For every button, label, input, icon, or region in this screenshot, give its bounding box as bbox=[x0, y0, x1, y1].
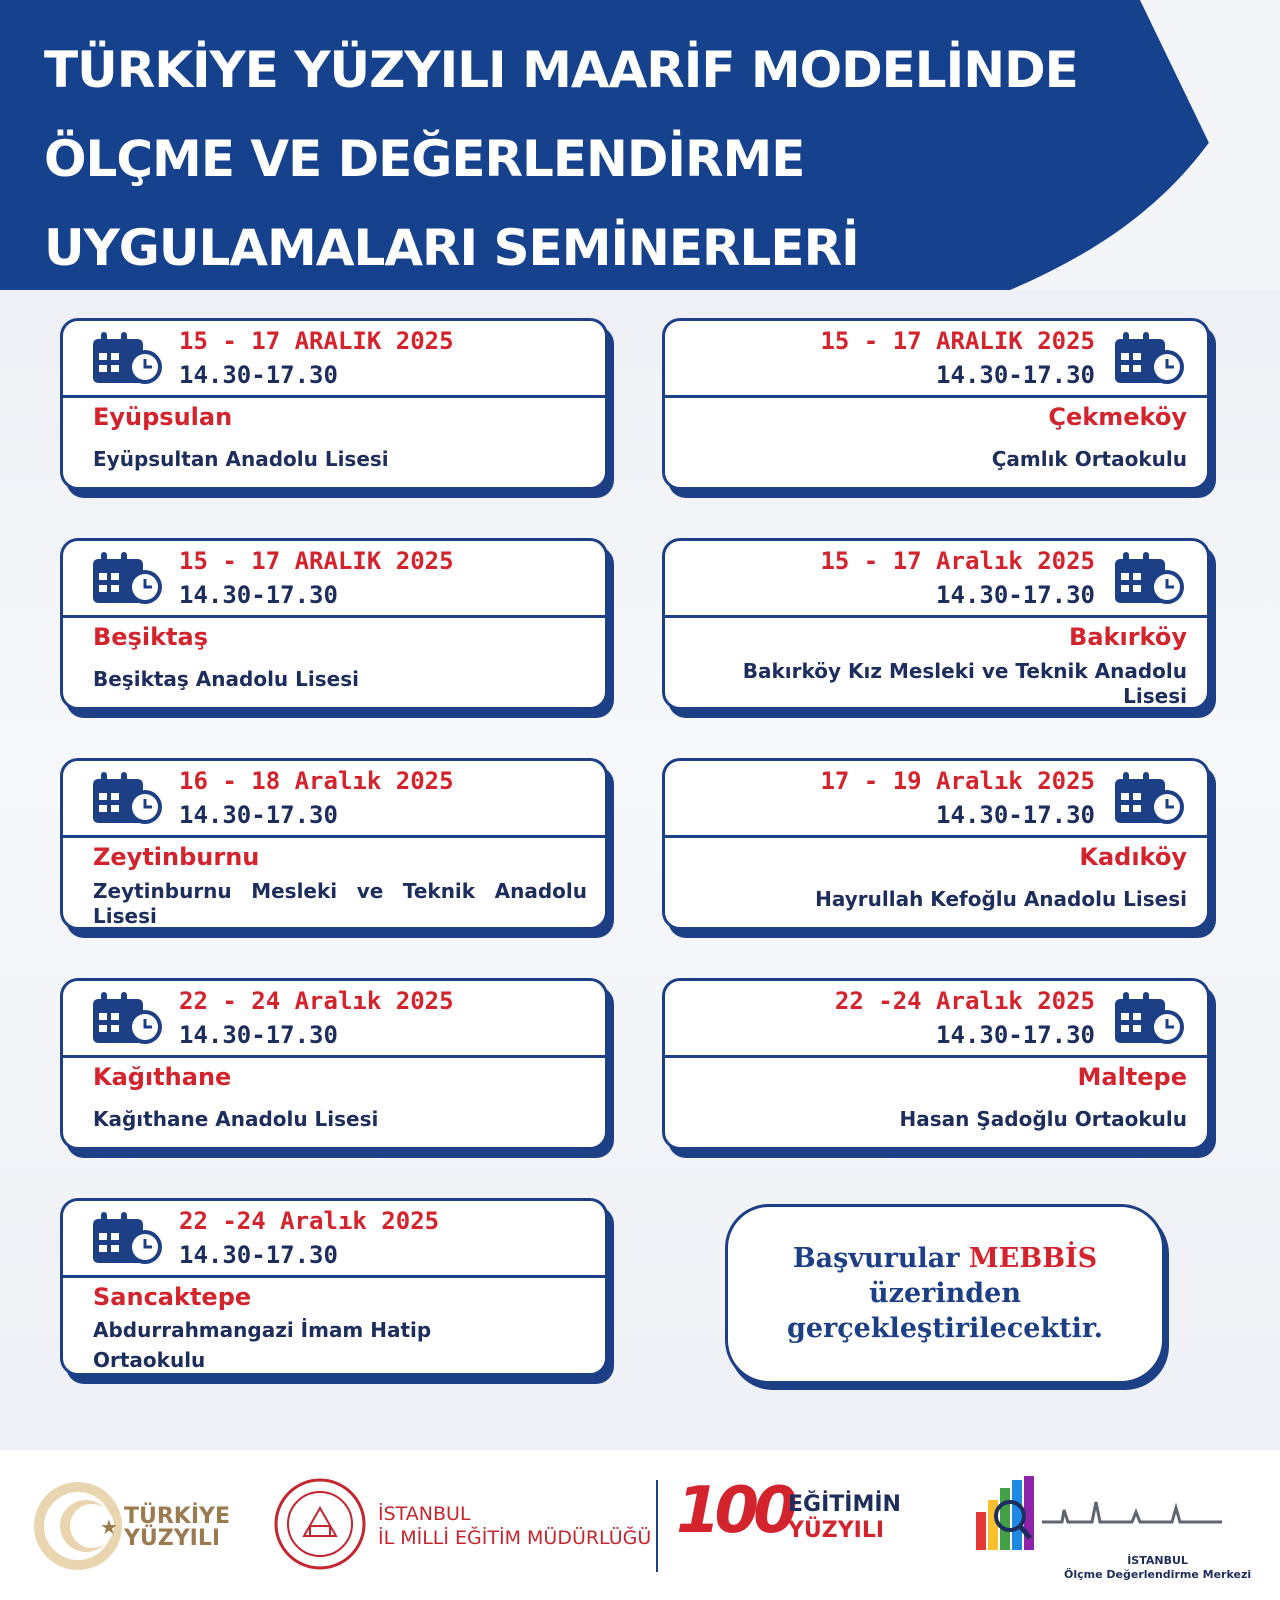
meb-text bbox=[378, 1502, 651, 1550]
yuzyil-text bbox=[788, 1492, 901, 1544]
ty-line1: TÜRKİYE bbox=[124, 1504, 231, 1529]
yuzyil-line2: YÜZYILI bbox=[788, 1518, 885, 1543]
meb-line1: İSTANBUL bbox=[378, 1503, 471, 1525]
card-divider bbox=[63, 615, 605, 618]
seminar-district: Bakırköy bbox=[1069, 623, 1187, 651]
title-line-3: UYGULAMALARI SEMİNERLERİ bbox=[44, 219, 859, 277]
seminar-district: Kadıköy bbox=[1079, 843, 1187, 871]
seminar-district: Sancaktepe bbox=[93, 1283, 252, 1311]
card-divider bbox=[63, 395, 605, 398]
seminar-date: 15 - 17 ARALIK 2025 bbox=[179, 547, 454, 575]
seminar-time: 14.30-17.30 bbox=[936, 1021, 1095, 1049]
turkiye-yuzyili-logo-icon bbox=[30, 1478, 126, 1574]
seminar-card bbox=[60, 978, 608, 1150]
calendar-clock-icon bbox=[1113, 989, 1185, 1049]
card-divider bbox=[63, 835, 605, 838]
seminar-date: 15 - 17 Aralık 2025 bbox=[820, 547, 1095, 575]
application-note-text bbox=[728, 1241, 1162, 1346]
svg-text:★: ★ bbox=[100, 1515, 118, 1539]
seminar-card bbox=[60, 758, 608, 930]
seminar-date: 22 - 24 Aralık 2025 bbox=[179, 987, 454, 1015]
seminar-time: 14.30-17.30 bbox=[936, 361, 1095, 389]
yuzyil-number: 100 bbox=[676, 1474, 792, 1548]
seminar-card bbox=[662, 758, 1210, 930]
seminar-school: Bakırköy Kız Mesleki ve Teknik Anadolu Lisesi bbox=[742, 659, 1187, 708]
seminar-card bbox=[662, 978, 1210, 1150]
seminar-time: 14.30-17.30 bbox=[179, 801, 338, 829]
card-divider bbox=[63, 1275, 605, 1278]
title-line-2: ÖLÇME VE DEĞERLENDİRME bbox=[44, 130, 805, 188]
seminar-card bbox=[60, 318, 608, 490]
olcme-line1: İSTANBUL bbox=[1127, 1554, 1188, 1567]
seminar-school: Hayrullah Kefoğlu Anadolu Lisesi bbox=[815, 887, 1187, 911]
calendar-clock-icon bbox=[91, 769, 163, 829]
seminar-district: Maltepe bbox=[1077, 1063, 1187, 1091]
ty-line2: YÜZYILI bbox=[124, 1526, 221, 1551]
seminar-school: Hasan Şadoğlu Ortaokulu bbox=[899, 1107, 1187, 1131]
note-part1: Başvurular bbox=[792, 1243, 960, 1274]
footer-divider bbox=[656, 1480, 658, 1572]
seminar-date: 22 -24 Aralık 2025 bbox=[834, 987, 1095, 1015]
seminar-date: 15 - 17 ARALIK 2025 bbox=[179, 327, 454, 355]
card-divider bbox=[63, 1055, 605, 1058]
olcme-line2: Ölçme Değerlendirme Merkezi bbox=[1064, 1568, 1252, 1581]
seminar-date: 16 - 18 Aralık 2025 bbox=[179, 767, 454, 795]
card-divider bbox=[665, 1055, 1207, 1058]
seminar-school: Zeytinburnu Mesleki ve Teknik Anadolu Lisesi bbox=[93, 879, 587, 928]
seminar-time: 14.30-17.30 bbox=[179, 1021, 338, 1049]
seminar-district: Eyüpsulan bbox=[93, 403, 233, 431]
seminar-card bbox=[662, 318, 1210, 490]
seminar-card bbox=[60, 538, 608, 710]
note-part3: gerçekleştirilecektir. bbox=[786, 1313, 1104, 1344]
seminar-school: Kağıthane Anadolu Lisesi bbox=[93, 1107, 379, 1131]
seminar-card bbox=[60, 1198, 608, 1376]
seminar-school: Çamlık Ortaokulu bbox=[991, 447, 1187, 471]
seminar-district: Beşiktaş bbox=[93, 623, 208, 651]
seminar-district: Zeytinburnu bbox=[93, 843, 260, 871]
seminar-school: Abdurrahmangazi İmam Hatip Ortaokulu bbox=[93, 1318, 432, 1372]
calendar-clock-icon bbox=[91, 1209, 163, 1269]
calendar-clock-icon bbox=[91, 989, 163, 1049]
seminar-time: 14.30-17.30 bbox=[936, 801, 1095, 829]
yuzyil-line1: EĞİTİMİN bbox=[788, 1492, 901, 1517]
calendar-clock-icon bbox=[1113, 549, 1185, 609]
seminar-district: Çekmeköy bbox=[1048, 403, 1187, 431]
seminar-date: 17 - 19 Aralık 2025 bbox=[820, 767, 1095, 795]
seminar-time: 14.30-17.30 bbox=[179, 1241, 338, 1269]
seminar-time: 14.30-17.30 bbox=[936, 581, 1095, 609]
card-divider bbox=[665, 835, 1207, 838]
calendar-clock-icon bbox=[91, 329, 163, 389]
footer-logos bbox=[0, 1450, 1280, 1600]
calendar-clock-icon bbox=[1113, 769, 1185, 829]
note-part2: üzerinden bbox=[869, 1278, 1021, 1309]
title-line-1: TÜRKİYE YÜZYILI MAARİF MODELİNDE bbox=[44, 41, 1078, 99]
calendar-clock-icon bbox=[1113, 329, 1185, 389]
meb-seal-icon bbox=[272, 1476, 368, 1572]
turkiye-yuzyili-text bbox=[124, 1506, 230, 1550]
seminar-district: Kağıthane bbox=[93, 1063, 232, 1091]
card-divider bbox=[665, 395, 1207, 398]
application-note bbox=[725, 1204, 1165, 1384]
meb-line2: İL MİLLİ EĞİTİM MÜDÜRLÜĞÜ bbox=[378, 1527, 652, 1549]
seminar-card bbox=[662, 538, 1210, 710]
seminar-school: Eyüpsultan Anadolu Lisesi bbox=[93, 447, 389, 471]
seminar-date: 15 - 17 ARALIK 2025 bbox=[820, 327, 1095, 355]
seminar-school: Beşiktaş Anadolu Lisesi bbox=[93, 667, 359, 691]
header-banner bbox=[0, 0, 1280, 290]
seminar-time: 14.30-17.30 bbox=[179, 581, 338, 609]
olcme-text bbox=[1064, 1554, 1251, 1582]
card-divider bbox=[665, 615, 1207, 618]
seminar-date: 22 -24 Aralık 2025 bbox=[179, 1207, 440, 1235]
seminar-time: 14.30-17.30 bbox=[179, 361, 338, 389]
calendar-clock-icon bbox=[91, 549, 163, 609]
olcme-merkezi-logo-icon bbox=[972, 1472, 1228, 1552]
note-highlight: MEBBİS bbox=[968, 1243, 1098, 1274]
page-title bbox=[44, 26, 1078, 290]
